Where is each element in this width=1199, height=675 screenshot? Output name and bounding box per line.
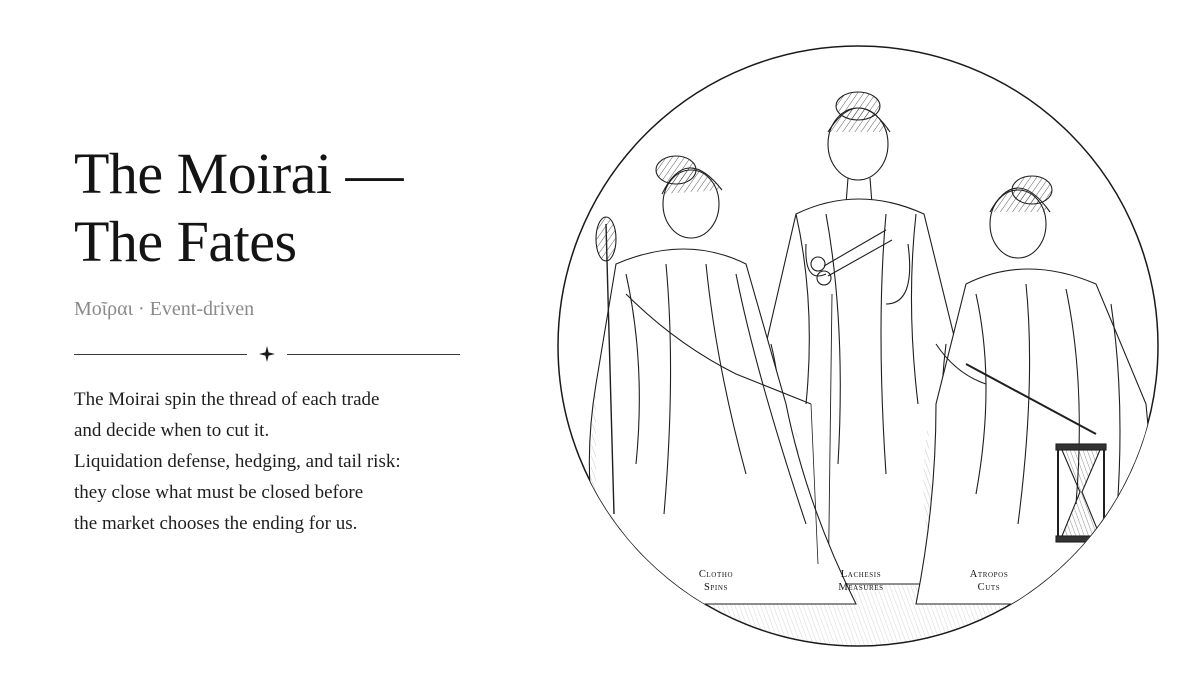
subtitle: Μοῖραι · Event-driven bbox=[74, 298, 255, 320]
title-line-2: The Fates bbox=[74, 209, 297, 274]
description-line: they close what must be closed before bbox=[74, 482, 364, 503]
title-line-1: The Moirai — bbox=[74, 141, 404, 206]
caption-name: Lachesis bbox=[840, 569, 882, 580]
caption-action: Measures bbox=[838, 582, 884, 593]
caption-action: Cuts bbox=[977, 582, 1001, 593]
caption-action: Spins bbox=[703, 582, 728, 593]
description-line: the market chooses the ending for us. bbox=[74, 513, 358, 534]
caption-clotho bbox=[661, 568, 771, 594]
divider-rule-right bbox=[287, 354, 460, 355]
four-point-star-icon bbox=[247, 344, 287, 364]
page-title bbox=[74, 140, 494, 276]
caption-name: Clotho bbox=[698, 569, 734, 580]
description-line: The Moirai spin the thread of each trade bbox=[74, 389, 380, 410]
engraving-artwork bbox=[556, 44, 1160, 648]
ornamental-divider bbox=[74, 344, 460, 364]
description-line: and decide when to cut it. bbox=[74, 420, 270, 441]
caption-name: Atropos bbox=[969, 569, 1009, 580]
caption-atropos bbox=[934, 568, 1044, 594]
intro-panel bbox=[74, 140, 494, 539]
caption-lachesis bbox=[806, 568, 916, 594]
description bbox=[74, 384, 494, 539]
description-line: Liquidation defense, hedging, and tail risk: bbox=[74, 451, 401, 472]
divider-rule-left bbox=[74, 354, 247, 355]
fates-illustration bbox=[556, 44, 1160, 648]
